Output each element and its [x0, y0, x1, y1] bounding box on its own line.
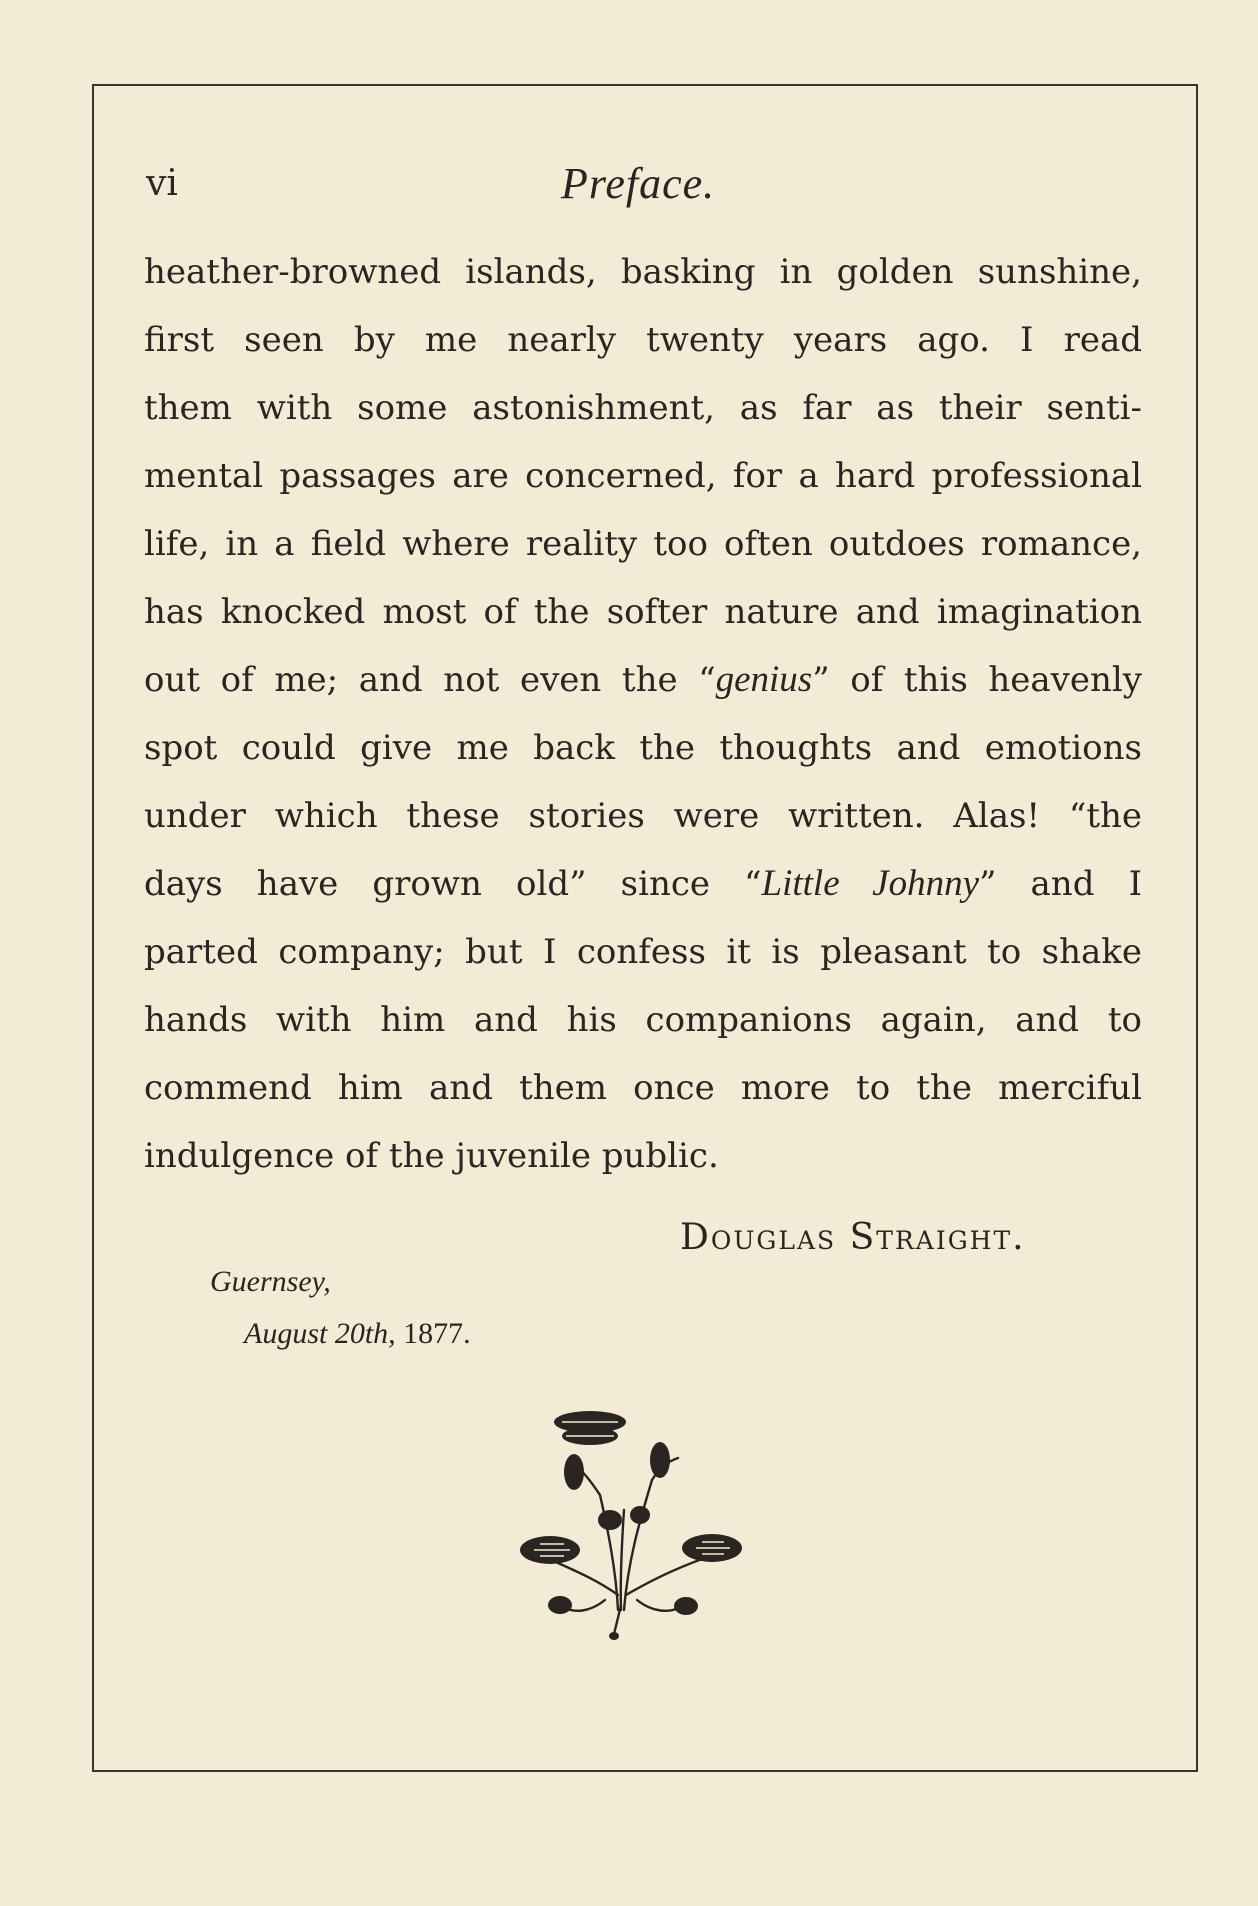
italic-text: Little Johnny — [761, 863, 980, 904]
text-line: mental passages are concerned, for a hard professional — [144, 456, 1142, 496]
text-run: ” of this heavenly — [812, 660, 1142, 700]
text-line: commend him and them once more to the merciful — [144, 1068, 1142, 1108]
text-line: has knocked most of the softer nature and imagination — [144, 592, 1142, 632]
text-line: them with some astonishment, as far as their senti- — [144, 388, 1142, 428]
text-line: spot could give me back the thoughts and emotions — [144, 728, 1142, 768]
page-number: vi — [146, 163, 178, 204]
text-line: indulgence of the juvenile public. — [144, 1136, 719, 1176]
date-line — [244, 1314, 471, 1354]
text-run: ” and I — [979, 864, 1143, 904]
running-head: Preface. — [561, 159, 716, 208]
text-line: hands with him and his companions again, and to — [144, 1000, 1142, 1040]
italic-text: genius — [715, 659, 813, 700]
place-line: Guernsey, — [210, 1265, 331, 1298]
text-line — [144, 850, 1142, 918]
page-header — [146, 154, 1146, 214]
preface-body — [144, 238, 1142, 1190]
text-line: first seen by me nearly twenty years ago. I read — [144, 320, 1142, 360]
text-line: life, in a field where reality too often outdoes romance, — [144, 524, 1142, 564]
text-run: out of me; and not even the “ — [144, 660, 716, 700]
date-month-day: August 20th, — [244, 1317, 396, 1350]
text-line: heather-browned islands, basking in golden sunshine, — [144, 252, 1142, 292]
text-run: days have grown old” since “ — [144, 864, 762, 904]
text-line: under which these stories were written. Alas! “the — [144, 796, 1142, 836]
floral-ornament-icon — [490, 1400, 780, 1640]
text-line — [144, 646, 1142, 714]
text-line: parted company; but I confess it is pleasant to shake — [144, 932, 1142, 972]
author-signature: Douglas Straight. — [680, 1217, 1026, 1258]
date-year: 1877. — [403, 1317, 471, 1350]
